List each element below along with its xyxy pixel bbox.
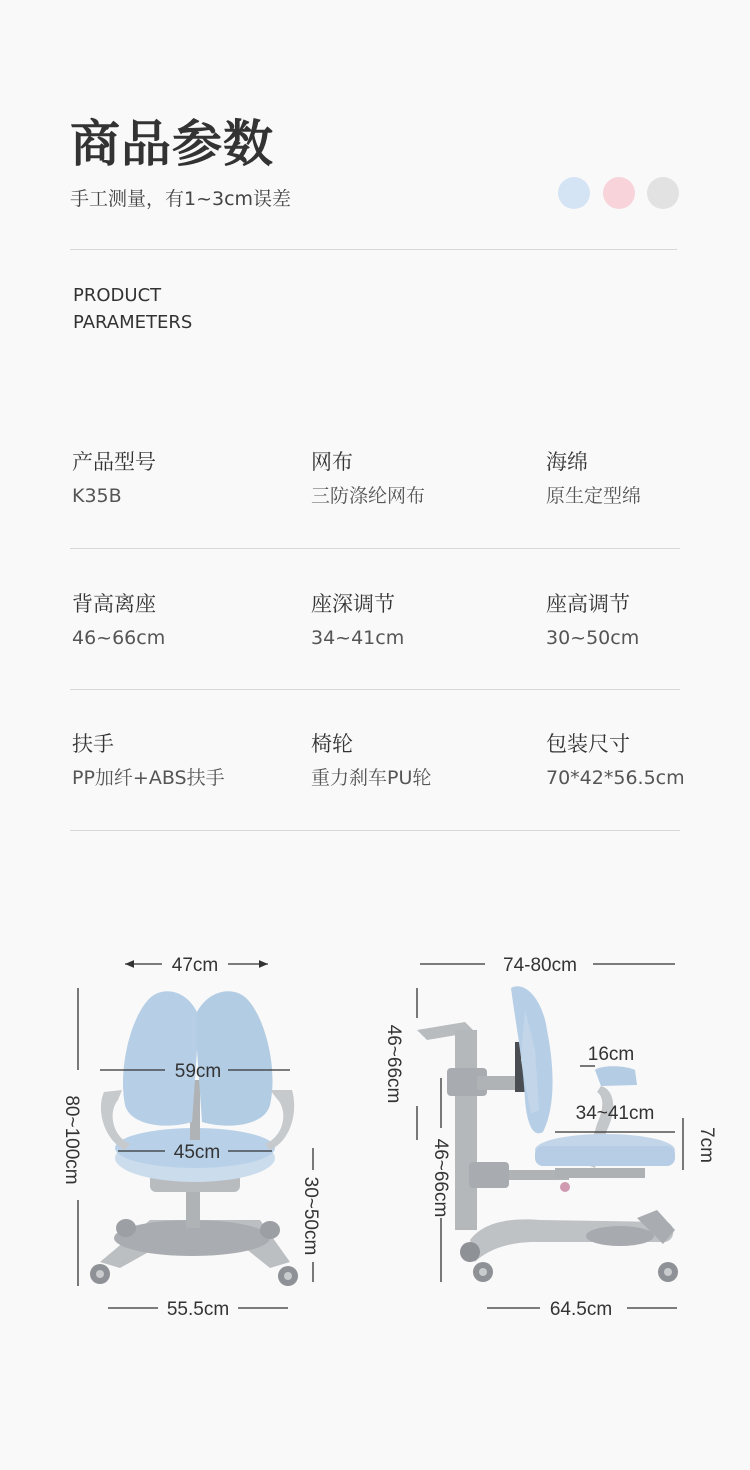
dim-total-height: 80~100cm <box>61 1095 82 1185</box>
param-label-mesh: 网布 <box>311 450 353 474</box>
param-value-seat-depth: 34~41cm <box>311 627 405 649</box>
measurement-note: 手工测量，有1~3cm误差 <box>70 188 292 210</box>
chair-backrest-side <box>511 986 553 1133</box>
dim-base-depth: 64.5cm <box>549 1299 613 1320</box>
dim-back-width: 59cm <box>174 1061 222 1082</box>
chair-side-view <box>375 900 750 1340</box>
section-subtitle-line2: PARAMETERS <box>73 312 193 333</box>
chair-seat-side <box>535 1066 675 1192</box>
chair-base <box>90 1182 298 1286</box>
param-value-mesh: 三防涤纶网布 <box>311 485 426 507</box>
color-swatch-gray[interactable] <box>647 177 679 209</box>
page-title: 商品参数 <box>70 115 274 173</box>
dim-column-height: 46~66cm <box>430 1138 451 1218</box>
param-label-seat-depth: 座深调节 <box>311 592 395 616</box>
header-divider <box>70 249 677 250</box>
row-divider <box>70 689 680 690</box>
dim-seat-height: 30~50cm <box>300 1176 321 1256</box>
param-label-sponge: 海绵 <box>546 450 588 474</box>
param-label-seat-height: 座高调节 <box>546 592 630 616</box>
param-label-model: 产品型号 <box>72 450 156 474</box>
chair-base-side <box>460 1210 678 1282</box>
dim-armrest-height: 7cm <box>696 1127 717 1163</box>
chair-front-view <box>0 900 375 1340</box>
param-value-model: K35B <box>72 485 122 507</box>
param-label-casters: 椅轮 <box>311 732 353 756</box>
param-label-armrest: 扶手 <box>72 732 114 756</box>
section-subtitle-line1: PRODUCT <box>73 285 162 306</box>
dim-armrest-depth: 16cm <box>587 1044 635 1065</box>
param-value-back-height: 46~66cm <box>72 627 166 649</box>
dim-seat-depth: 34~41cm <box>575 1103 655 1124</box>
param-label-package: 包装尺寸 <box>546 732 630 756</box>
dim-seat-width: 45cm <box>173 1142 221 1163</box>
dim-base-width: 55.5cm <box>166 1299 230 1320</box>
dim-top-width: 47cm <box>171 955 219 976</box>
color-swatch-pink[interactable] <box>603 177 635 209</box>
param-label-back-height: 背高离座 <box>72 592 156 616</box>
param-value-casters: 重力刹车PU轮 <box>311 767 432 789</box>
row-divider <box>70 830 680 831</box>
row-divider <box>70 548 680 549</box>
param-value-seat-height: 30~50cm <box>546 627 640 649</box>
param-value-package: 70*42*56.5cm <box>546 767 685 789</box>
dim-total-depth: 74-80cm <box>503 955 577 976</box>
color-swatch-blue[interactable] <box>558 177 590 209</box>
dim-back-height: 46~66cm <box>383 1024 404 1104</box>
param-value-sponge: 原生定型绵 <box>546 485 642 507</box>
param-value-armrest: PP加纤+ABS扶手 <box>72 767 225 789</box>
